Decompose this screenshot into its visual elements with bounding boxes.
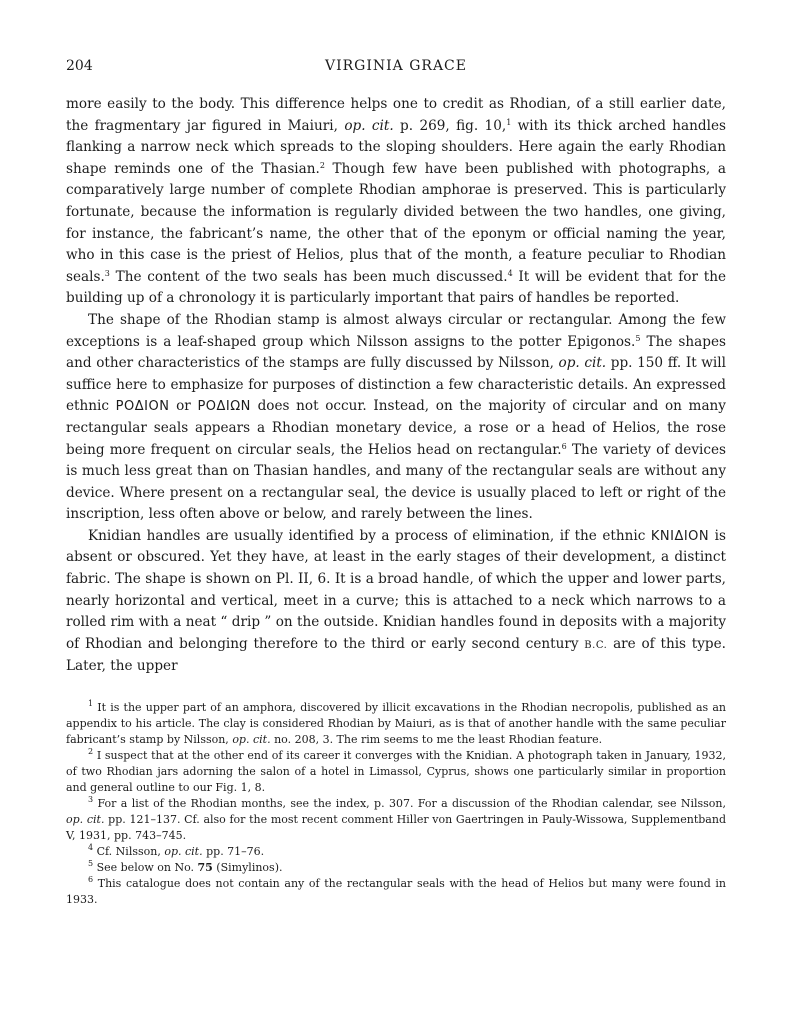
paragraph-1: more easily to the body. This difference helps one to credit as Rhodian, of a still earlier date, the fragmentary jar figured in Maiuri, op. cit. p. 269, fig. 10,$^1$ with its thick arched handles flanking a narrow neck which spreads to the sloping shoulders. Here again the early Rhodian shape reminds one of the Thasian.$^2$ Though few have been published with photographs, a comparatively large number of complete Rhodian amphorae is preserved. This is particularly fortunate, because the information is regularly divided between the two handles, one giving, for instance, the fabricant’s name, the other that of the eponym or official naming the year, who in this case is the priest of Helios, plus that of the month, a feature peculiar to Rhodian seals.$^3$ The content of the two seals has been much discussed.$^4$ It will be evident that for the building up of a chronology it is particularly important that pairs of handles be reported.: [66, 96, 726, 307]
page: [66, 58, 726, 908]
running-title: VIRGINIA GRACE: [324, 58, 467, 74]
paragraph-2: The shape of the Rhodian stamp is almost always circular or rectangular. Among the few exceptions is a leaf-shaped group which Nilsson assigns to the potter Epigonos.$^5$ The shapes and other characteristics of the stamps are fully discussed by Nilsson, op. cit. pp. 150 ff. It will suffice here to emphasize for purposes of distinction a few characteristic details. An expressed ethnic ΡΟΔΙΟΝ or ΡΟΔΙΩΝ does not occur. Instead, on the majority of circular and on many rectangular seals appears a Rhodian monetary device, a rose or a head of Helios, the rose being more frequent on circular seals, the Helios head on rectangular.$^6$ The variety of devices is much less great than on Thasian handles, and many of the rectangular seals are without any device. Where present on a rectangular seal, the device is usually placed to left or right of the inscription, less often above or below, and rarely between the lines.: [66, 311, 727, 523]
footnote-ref-5: 5: [635, 333, 641, 343]
greek-ethnic-rhodion: ΡΟΔΙΟΝ: [115, 399, 170, 415]
paragraph-3: Knidian handles are usually identified by a process of elimination, if the ethnic ΚΝΙΔΙΟΝ is absent or obscured. Yet they have, at least in the early stages of their development, a distinct fabric. The shape is shown on Pl. II, 6. It is a broad handle, of which the upper and lower parts, nearly horizontal and vertical, meet in a curve; this is attached to a neck which narrows to a rolled rim with a neat “ drip ” on the outside. Knidian handles found in deposits with a majority of Rhodian and belonging therefore to the third or early second century B.C. are of this type. Later, the upper: [66, 527, 726, 675]
footnote-1: $^1$ It is the upper part of an amphora, discovered by illicit excavations in the Rhodian necropolis, published as an appendix to his article. The clay is considered Rhodian by Maiuri, as is that of another handle with the same peculiar fabricant’s stamp by Nilsson, op. cit. no. 208, 3. The rim seems to me the least Rhodian feature.: [66, 699, 726, 747]
footnote-ref-6: 6: [561, 441, 567, 451]
footnote-4: $^4$ Cf. Nilsson, op. cit. pp. 71–76.: [88, 843, 265, 859]
greek-ethnic-rhodion-plural: ΡΟΔΙΩΝ: [197, 399, 251, 415]
footnotes: [66, 700, 726, 908]
footnote-2: $^2$ I suspect that at the other end of its career it converges with the Knidian. A photograph taken in January, 1932, of two Rhodian jars adorning the salon of a hotel in Limassol, Cyprus, shows one particularly similar in proportion and general outline to our Fig. 1, 8.: [66, 747, 726, 795]
footnote-ref-4: 4: [507, 268, 513, 278]
footnote-5: $^5$ See below on No. 75 (Simylinos).: [88, 859, 283, 875]
footnote-ref-2: 2: [319, 160, 325, 170]
footnote-ref-1: 1: [506, 117, 512, 127]
small-caps-bc: B.C.: [584, 639, 608, 651]
greek-ethnic-knidion: ΚΝΙΔΙΟΝ: [650, 528, 710, 544]
running-header: [66, 58, 726, 82]
main-text: [66, 94, 726, 678]
page-number: 204: [66, 58, 93, 74]
footnote-ref-3: 3: [104, 268, 110, 278]
footnote-6: $^6$ This catalogue does not contain any of the rectangular seals with the head of Helios but many were found in 1933.: [66, 875, 726, 907]
footnote-3: $^3$ For a list of the Rhodian months, see the index, p. 307. For a discussion of the Rhodian calendar, see Nilsson, op. cit. pp. 121–137. Cf. also for the most recent comment Hiller von Gaertringen in Pauly-Wissowa, Supplementband V, 1931, pp. 743–745.: [66, 795, 726, 843]
